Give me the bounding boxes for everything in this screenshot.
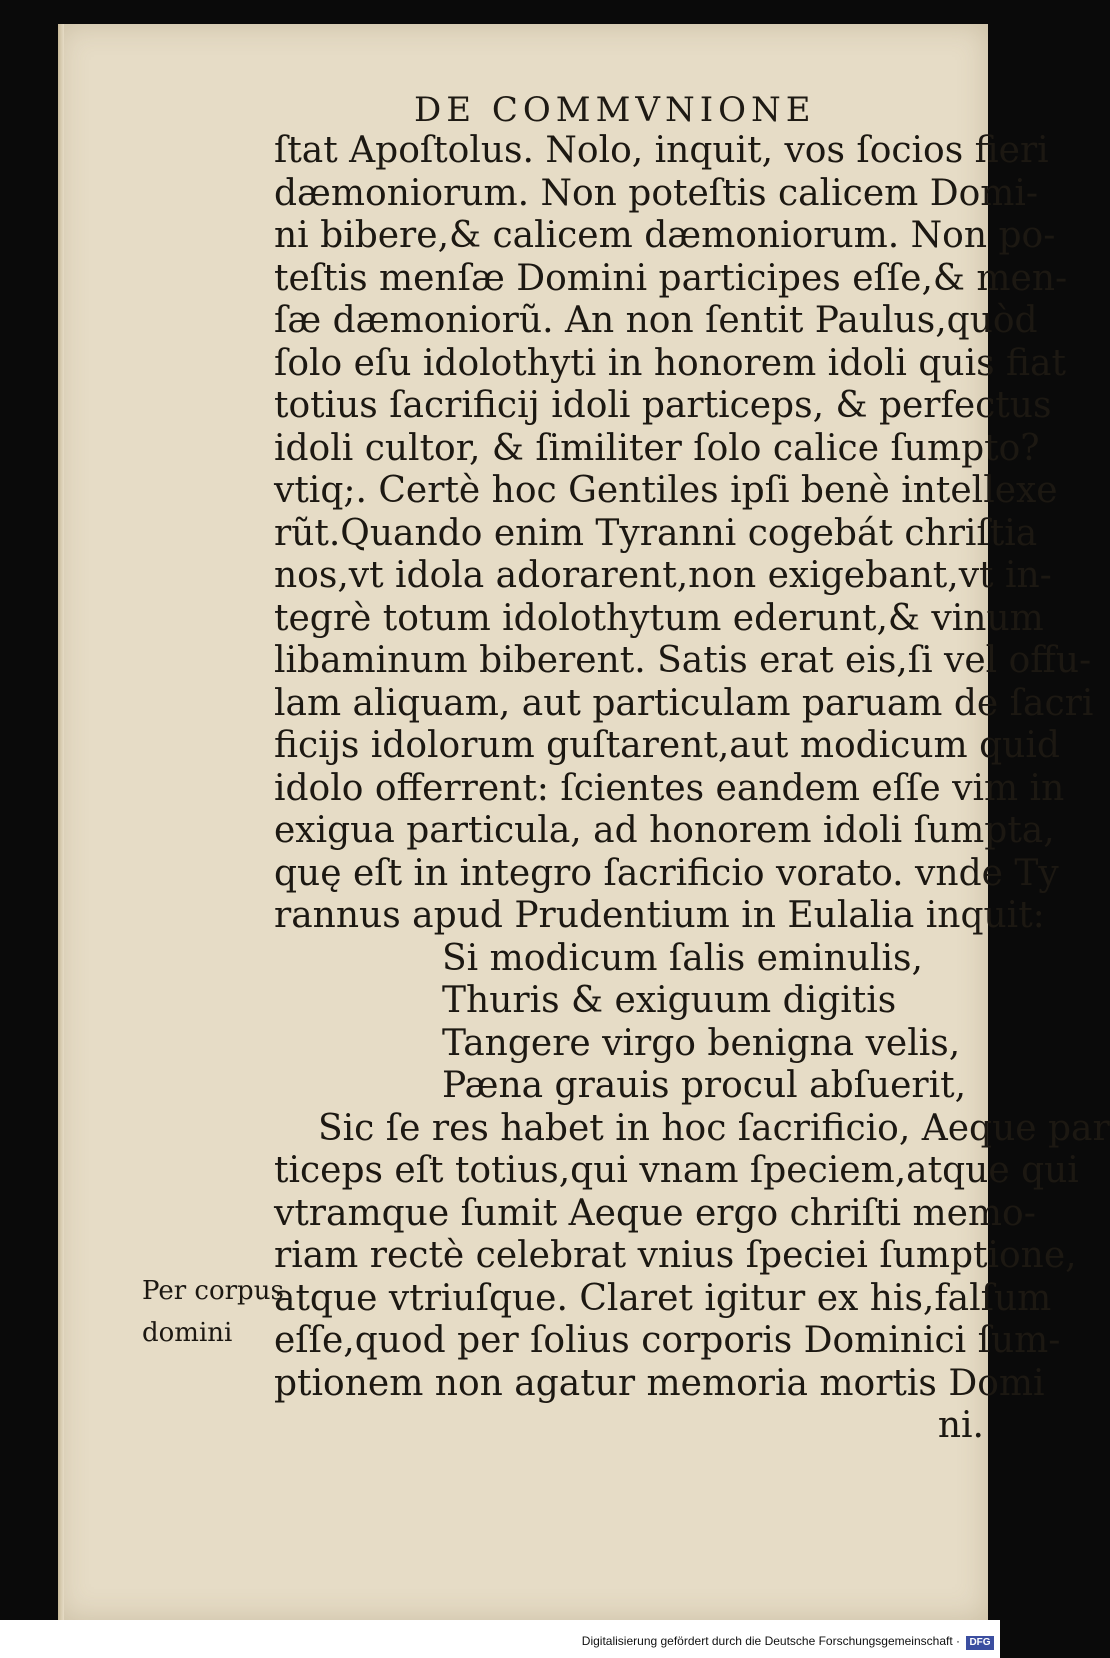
text-line: teſtis menſæ Domini participes eſſe,& men-: [274, 257, 1068, 299]
text-line: rũt.Quando enim Tyranni cogebát chriſtia: [274, 512, 1038, 554]
text-line: riam rectè celebrat vnius ſpeciei ſumptione,: [274, 1235, 1077, 1276]
text-line: rannus apud Prudentium in Eulalia inquit:: [274, 895, 1045, 936]
text-line: idoli cultor, & ſimiliter ſolo calice ſumpto?: [274, 427, 1040, 469]
verse-line: Pæna grauis procul abſuerit,: [442, 1065, 967, 1106]
margin-note-line1: Per corpus: [142, 1276, 284, 1306]
verse-line: Tangere virgo benigna velis,: [442, 1022, 961, 1064]
text-line: libaminum biberent. Satis erat eis,ſi vel offu-: [274, 640, 1092, 681]
text-line: ſtat Apoſtolus. Nolo, inquit, vos ſocios fieri: [274, 130, 1049, 171]
catchword-line: ni.: [937, 1405, 984, 1446]
text-line: ptionem non agatur memoria mortis Domi: [274, 1362, 1045, 1404]
page-edge: [58, 24, 64, 1620]
dfg-logo: DFG: [966, 1636, 994, 1650]
text-line: ficijs idolorum guſtarent,aut modicum quid: [274, 725, 1060, 766]
text-line: dæmoniorum. Non poteſtis calicem Domi-: [274, 172, 1039, 214]
running-head: DE COMMVNIONE: [414, 90, 816, 130]
footer-credit: Digitalisierung gefördert durch die Deutsche Forschungsgemeinschaft ·: [581, 1634, 960, 1648]
text-line: totius ſacrificij idoli particeps, & perfectus: [274, 385, 1052, 426]
text-line: vtiq;. Certè hoc Gentiles ipſi benè intellexe: [274, 470, 1058, 511]
text-line: idolo offerrent: ſcientes eandem eſſe vim in: [274, 767, 1065, 809]
footer-bar: [0, 1620, 1000, 1658]
verse-line: Si modicum ſalis eminulis,: [442, 937, 923, 979]
text-line: exigua particula, ad honorem idoli ſumpta,: [274, 810, 1055, 851]
text-line: vtramque ſumit Aeque ergo chriſti memo-: [274, 1192, 1036, 1234]
main-text: [274, 130, 1110, 1448]
text-line: ni bibere,& calicem dæmoniorum. Non po-: [274, 215, 1056, 256]
book-page: [58, 24, 1110, 1620]
text-line: ſæ dæmoniorũ. An non ſentit Paulus,quòd: [274, 300, 1038, 341]
text-line: quę eſt in integro ſacrificio vorato. vnde Ty: [274, 852, 1059, 894]
text-line: ſolo eſu idolothyti in honorem idoli quis fiat: [274, 342, 1066, 384]
text-line: tegrè totum idolothytum ederunt,& vinum: [274, 597, 1044, 639]
text-line: Sic ſe res habet in hoc ſacrificio, Aeque par: [318, 1107, 1110, 1149]
verse-line: Thuris & exiguum digitis: [442, 980, 897, 1021]
margin-note-line2: domini: [142, 1318, 233, 1348]
text-line: lam aliquam, aut particulam paruam de ſacri: [274, 682, 1094, 724]
text-line: atque vtriuſque. Claret igitur ex his,falſum: [274, 1277, 1052, 1319]
text-line: nos,vt idola adorarent,non exigebant,vt in-: [274, 555, 1052, 596]
text-line: ticeps eſt totius,qui vnam ſpeciem,atque qui: [274, 1150, 1079, 1191]
text-line: eſſe,quod per ſolius corporis Dominici ſum-: [274, 1320, 1061, 1361]
